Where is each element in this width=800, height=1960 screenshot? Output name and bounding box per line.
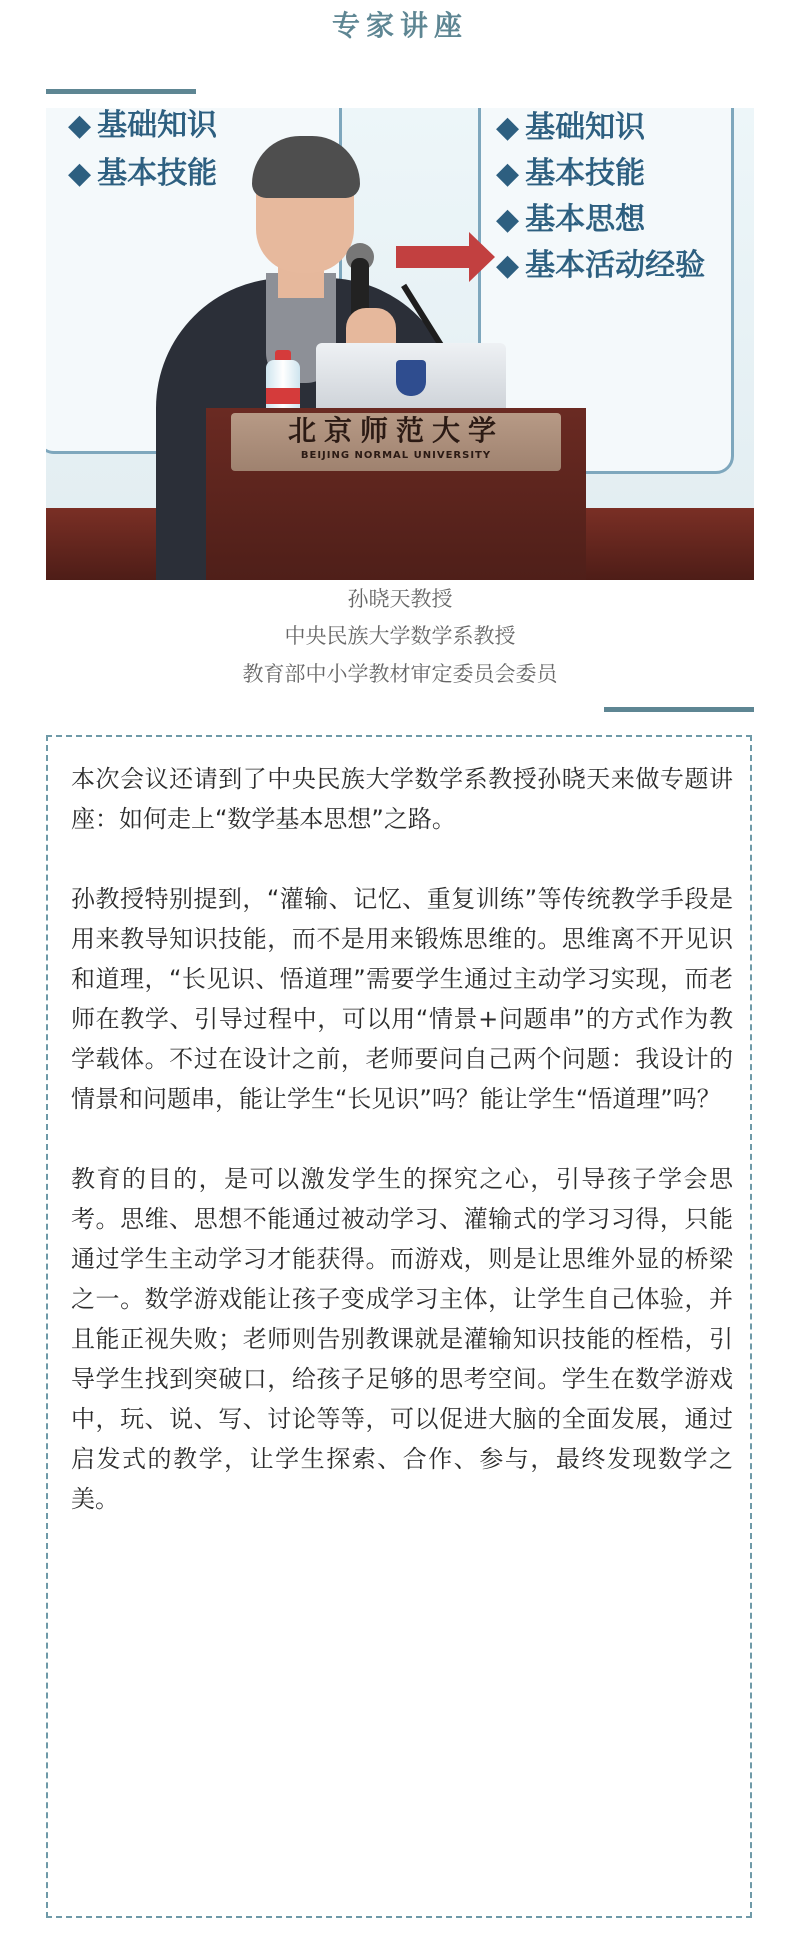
caption-position: 中央民族大学数学系教授 bbox=[284, 624, 516, 648]
slide-right-item: ◆ 基本思想 bbox=[496, 202, 646, 237]
podium-nameplate bbox=[231, 413, 561, 471]
slide-right-item: ◆ 基础知识 bbox=[496, 110, 646, 145]
article-textbox bbox=[46, 735, 752, 1918]
article-paragraph: 孙教授特别提到，“灌输、记忆、重复训练”等传统教学手段是用来教导知识技能，而不是用来锻炼思维的。思维离不开见识和道理，“长见识、悟道理”需要学生通过主动学习实现，而老师在教学、引导过程中，可以用“情景+问题串”的方式作为教学载体。不过在设计之前，老师要问自己两个问题：我设计的情景和问题串，能让学生“长见识”吗？能让学生“悟道理”吗？ bbox=[71, 885, 733, 1113]
laptop-logo bbox=[396, 360, 426, 396]
article-body bbox=[71, 759, 733, 1519]
lecture-photo bbox=[46, 108, 754, 580]
right-arrow-icon bbox=[396, 246, 471, 268]
caption-name: 孙晓天教授 bbox=[347, 587, 453, 611]
article-paragraph: 教育的目的，是可以激发学生的探究之心，引导孩子学会思考。思维、思想不能通过被动学习、灌输式的学习习得，只能通过学生主动学习才能获得。而游戏，则是让思维外显的桥梁之一。数学游戏能让孩子变成学习主体，让学生自己体验，并且能正视失败；老师则告别教课就是灌输知识技能的桎梏，引导学生找到突破口，给孩子足够的思考空间。学生在数学游戏中，玩、说、写、讨论等等，可以促进大脑的全面发展，通过启发式的教学，让学生探索、合作、参与，最终发现数学之美。 bbox=[71, 1165, 733, 1513]
slide-right-item: ◆ 基本活动经验 bbox=[496, 248, 706, 283]
decorative-rule-top bbox=[46, 89, 196, 94]
podium-university-en: BEIJING NORMAL UNIVERSITY bbox=[300, 450, 492, 461]
caption-committee: 教育部中小学教材审定委员会委员 bbox=[242, 662, 558, 686]
slide-left-item: ◆ 基本技能 bbox=[68, 156, 218, 191]
section-title: 专家讲座 bbox=[331, 9, 468, 42]
bottle-label bbox=[266, 388, 300, 404]
decorative-rule-right bbox=[604, 707, 754, 712]
slide-left-item: ◆ 基础知识 bbox=[68, 108, 218, 143]
podium-university-cn: 北京师范大学 bbox=[287, 414, 504, 447]
slide-right-item: ◆ 基本技能 bbox=[496, 156, 646, 191]
article-paragraph: 本次会议还请到了中央民族大学数学系教授孙晓天来做专题讲座：如何走上“数学基本思想”之路。 bbox=[71, 765, 733, 833]
